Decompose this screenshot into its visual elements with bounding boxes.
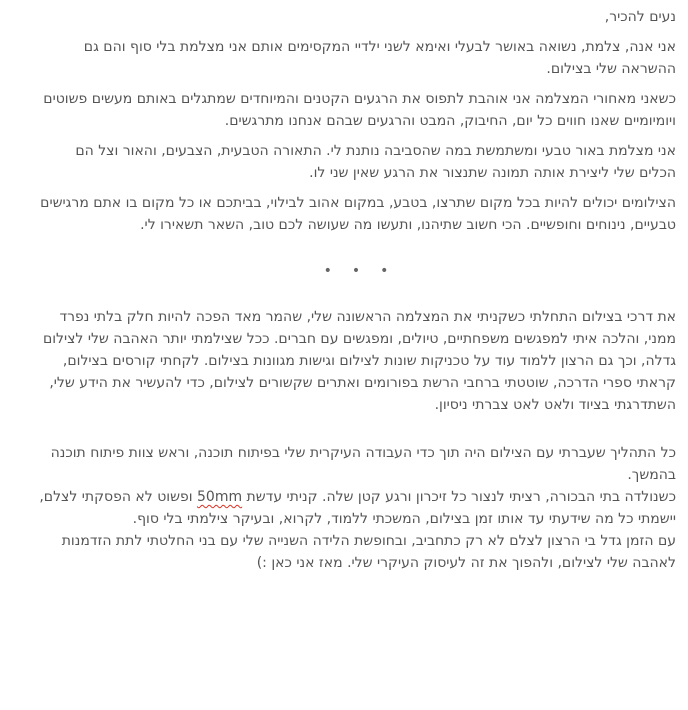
closing-line-first-child	[36, 486, 676, 530]
divider-dot-1: •	[323, 263, 342, 279]
greeting-line: נעים להכיר,	[604, 9, 676, 25]
closing-line-career: כל התהליך שעברתי עם הצילום היה תוך כדי העבודה העיקרית שלי בפיתוח תוכנה, וראש צוות פיתוח תוכנה בהמשך.	[50, 445, 676, 483]
lens-size-text: 50mm	[197, 489, 243, 505]
paragraph-gap	[36, 432, 676, 442]
closing-line-first-child-end: ופשוט לא הפסקתי לצלם, יישמתי כל מה שידעתי עד אותו זמן בצילום, המשכתי ללמוד, לקרוא, ובעיקר צילמתי בלי סוף.	[39, 489, 676, 527]
story-paragraph: את דרכי בצילום התחלתי כשקניתי את המצלמה הראשונה שלי, שהמר מאד הפכה להיות חלק בלתי נפרד ממני, והלכה איתי למפגשים משפחתיים, טיולים, ומפגשים עם חברים. ככל שצילמתי יותר האהבה שלי לצילום גדלה, וכך גם הרצון ללמוד עוד על טכניקות שונות לצילום וגישות מגוונות בצילום. לקחתי קורסים בצילום, קראתי ספרי הדרכה, שוטטתי ברחבי הרשת בפורומים ואתרים שקשורים לצילום, כדי להעשיר את הידע שלי, השתדרגתי בציוד ולאט לאט צברתי ניסיון.	[42, 309, 676, 413]
intro-paragraph-3: אני מצלמת באור טבעי ומשתמשת במה שהסביבה נותנת לי. התאורה הטבעית, הצבעים, והאור וצל הם הכלים שלי ליצירת אותה תמונה שתנצור את הרגע שאין שני לו.	[75, 143, 676, 181]
divider-dot-2: •	[351, 263, 371, 279]
intro-paragraph-4: הצילומים יכולים להיות בכל מקום שתרצו, בטבע, במקום אהוב לבילוי, בביתכם או כל מקום בו אתם מרגישים טבעיים, נינוחים וחופשיים. הכי חשוב שתיהנו, ותעשו מה שעושה לכם טוב, השאר תשאירו לי.	[40, 195, 676, 233]
closing-block	[36, 442, 676, 574]
closing-line-decision: עם הזמן גדל בי הרצון לצלם לא רק כתחביב, ובחופשת הלידה השנייה שלי עם בני החלטתי לתת הזדמנות לאהבה שלי לצילום, ולהפוך את זה לעיסוק העיקרי שלי. מאז אני כאן :)	[61, 533, 676, 571]
divider-dot-3: •	[380, 263, 399, 279]
closing-line-first-child-start: כשנולדה בתי הבכורה, רציתי לנצור כל זיכרון ורגע קטן שלה. קניתי עדשת	[242, 489, 676, 505]
section-divider	[36, 260, 676, 282]
intro-paragraph-1: אני אנה, צלמת, נשואה באושר לבעלי ואימא לשני ילדיי המקסימים אותם אני מצלמת בלי סוף והם גם ההשראה שלי בצילום.	[83, 39, 676, 77]
intro-paragraph-2: כשאני מאחורי המצלמה אני אוהבת לתפוס את הרגעים הקטנים והמיוחדים שמתגלים באותם מעשים פשוטים ויומיומיים שאנו חווים כל יום, החיבוק, המבט והרגעים שבהם אנחנו מתרגשים.	[43, 91, 676, 129]
